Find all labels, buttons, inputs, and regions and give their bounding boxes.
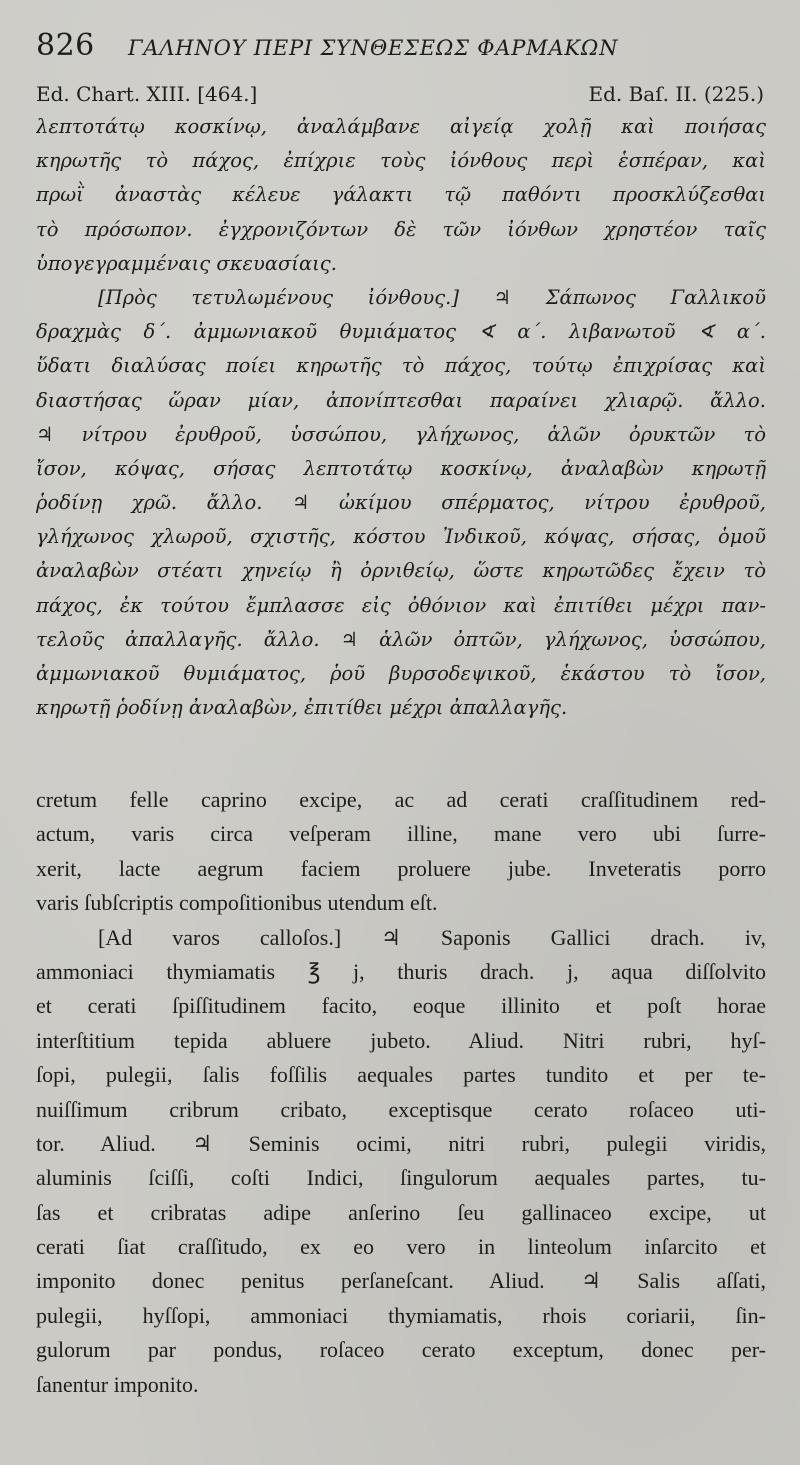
greek-line: ♃ νίτρου ἐρυθροῦ, ὑσσώπου, γλήχωνος, ἁλῶν ὀρυκτῶν τὸ <box>36 422 766 446</box>
greek-line: ὕδατι διαλύσας ποίει κηρωτῆς τὸ πάχος, τούτῳ ἐπιχρίσας καὶ <box>36 354 766 378</box>
latin-line: aluminis ſciſſi, coſti Indici, ſingulorum aequales partes, tu- <box>36 1165 766 1191</box>
greek-line: ῥοδίνῃ χρῶ. ἄλλο. ♃ ὠκίμου σπέρματος, νίτρου ἐρυθροῦ, <box>36 491 766 515</box>
greek-line: πάχος, ἐκ τούτου ἔμπλασσε εἰς ὀθόνιον καὶ ἐπιτίθει μέχρι παν- <box>36 593 766 617</box>
latin-line: interſtitium tepida abluere jubeto. Aliud. Nitri rubri, hyſ- <box>36 1027 766 1053</box>
greek-line: κηρωτῇ ῥοδίνῃ ἀναλαβὼν, ἐπιτίθει μέχρι ἀπαλλαγῆς. <box>36 696 568 720</box>
greek-text-block <box>36 110 766 725</box>
edition-reference-line <box>36 82 764 110</box>
greek-line: ἀναλαβὼν στέατι χηνείῳ ἢ ὀρνιθείῳ, ὥστε κηρωτῶδες ἔχειν τὸ <box>36 559 766 583</box>
latin-line: xerit, lacte aegrum faciem proluere jube. Inveteratis porro <box>36 855 766 881</box>
greek-line: δραχμὰς δ΄. ἀμμωνιακοῦ θυμιάματος ∢ α΄. λιβανωτοῦ ∢ α΄. <box>36 320 766 344</box>
greek-line: ὑπογεγραμμέναις σκευασίαις. <box>36 251 337 275</box>
latin-line: et cerati ſpiſſitudinem facito, eoque illinito et poſt horae <box>36 993 766 1019</box>
greek-line: διαστήσας ὥραν μίαν, ἀπονίπτεσθαι παραίνει χλιαρῷ. ἄλλο. <box>36 388 766 412</box>
latin-line: pulegii, hyſſopi, ammoniaci thymiamatis, rhois coriarii, ſin- <box>36 1302 766 1328</box>
latin-line: actum, varis circa veſperam illine, mane vero ubi ſurre- <box>36 821 766 847</box>
running-title: ΓΑΛΗΝΟΥ ΠΕΡΙ ΣΥΝΘΕΣΕΩΣ ΦΑΡΜΑΚΩΝ <box>128 36 619 60</box>
latin-line: ſanentur imponito. <box>36 1371 199 1397</box>
greek-line: πρωῒ ἀναστὰς κέλευε γάλακτι τῷ παθόντι προσκλύζεσθαι <box>36 183 766 207</box>
latin-line: cretum felle caprino excipe, ac ad cerati craſſitudinem red- <box>36 787 766 812</box>
latin-line: imponito donec penitus perſaneſcant. Aliud. ♃ Salis aſſati, <box>36 1268 766 1294</box>
latin-line: gulorum par pondus, roſaceo cerato exceptum, donec per- <box>36 1337 766 1363</box>
latin-line: ſas et cribratas adipe anſerino ſeu gallinaceo excipe, ut <box>36 1199 766 1225</box>
greek-line: τελοῦς ἀπαλλαγῆς. ἄλλο. ♃ ἁλῶν ὀπτῶν, γλήχωνος, ὑσσώπου, <box>36 627 766 651</box>
greek-line: λεπτοτάτῳ κοσκίνῳ, ἀναλάμβανε αἰγείᾳ χολῇ καὶ ποιήσας <box>36 115 766 138</box>
greek-line: κηρωτῆς τὸ πάχος, ἐπίχριε τοὺς ἰόνθους περὶ ἑσπέραν, καὶ <box>36 149 766 173</box>
greek-line: ἴσον, κόψας, σήσας λεπτοτάτῳ κοσκίνῳ, ἀναλαβὼν κηρωτῇ <box>36 456 766 480</box>
edition-chart-reference: Ed. Chart. XIII. [464.] <box>36 82 258 106</box>
latin-line: varis ſubſcriptis compoſitionibus utendum eſt. <box>36 890 438 916</box>
edition-basel-reference: Ed. Baſ. II. (225.) <box>588 82 764 106</box>
latin-line: [Ad varos calloſos.] ♃ Saponis Gallici drach. iv, <box>98 924 766 950</box>
latin-line: nuiſſimum cribrum cribato, exceptisque cerato roſaceo uti- <box>36 1096 766 1122</box>
page-header <box>36 28 766 68</box>
latin-line: tor. Aliud. ♃ Seminis ocimi, nitri rubri, pulegii viridis, <box>36 1130 766 1156</box>
latin-line: ſopi, pulegii, ſalis foſſilis aequales partes tundito et per te- <box>36 1062 766 1088</box>
page-number: 826 <box>36 28 95 63</box>
latin-line: cerati ſiat craſſitudo, ex eo vero in linteolum inſarcito et <box>36 1234 766 1260</box>
latin-line: ammoniaci thymiamatis ℥ j, thuris drach. j, aqua diſſolvito <box>36 958 766 984</box>
greek-line: ἀμμωνιακοῦ θυμιάματος, ῥοῦ βυρσοδεψικοῦ, ἑκάστου τὸ ἴσον, <box>36 662 766 685</box>
greek-line: τὸ πρόσωπον. ἐγχρονιζόντων δὲ τῶν ἰόνθων χρηστέον ταῖς <box>36 217 766 241</box>
latin-text-block <box>36 783 766 1402</box>
greek-line: [Πρὸς τετυλωμένους ἰόνθους.] ♃ Σάπωνος Γαλλικοῦ <box>98 285 766 309</box>
greek-line: γλήχωνος χλωροῦ, σχιστῆς, κόστου Ἰνδικοῦ, κόψας, σήσας, ὁμοῦ <box>36 525 766 549</box>
